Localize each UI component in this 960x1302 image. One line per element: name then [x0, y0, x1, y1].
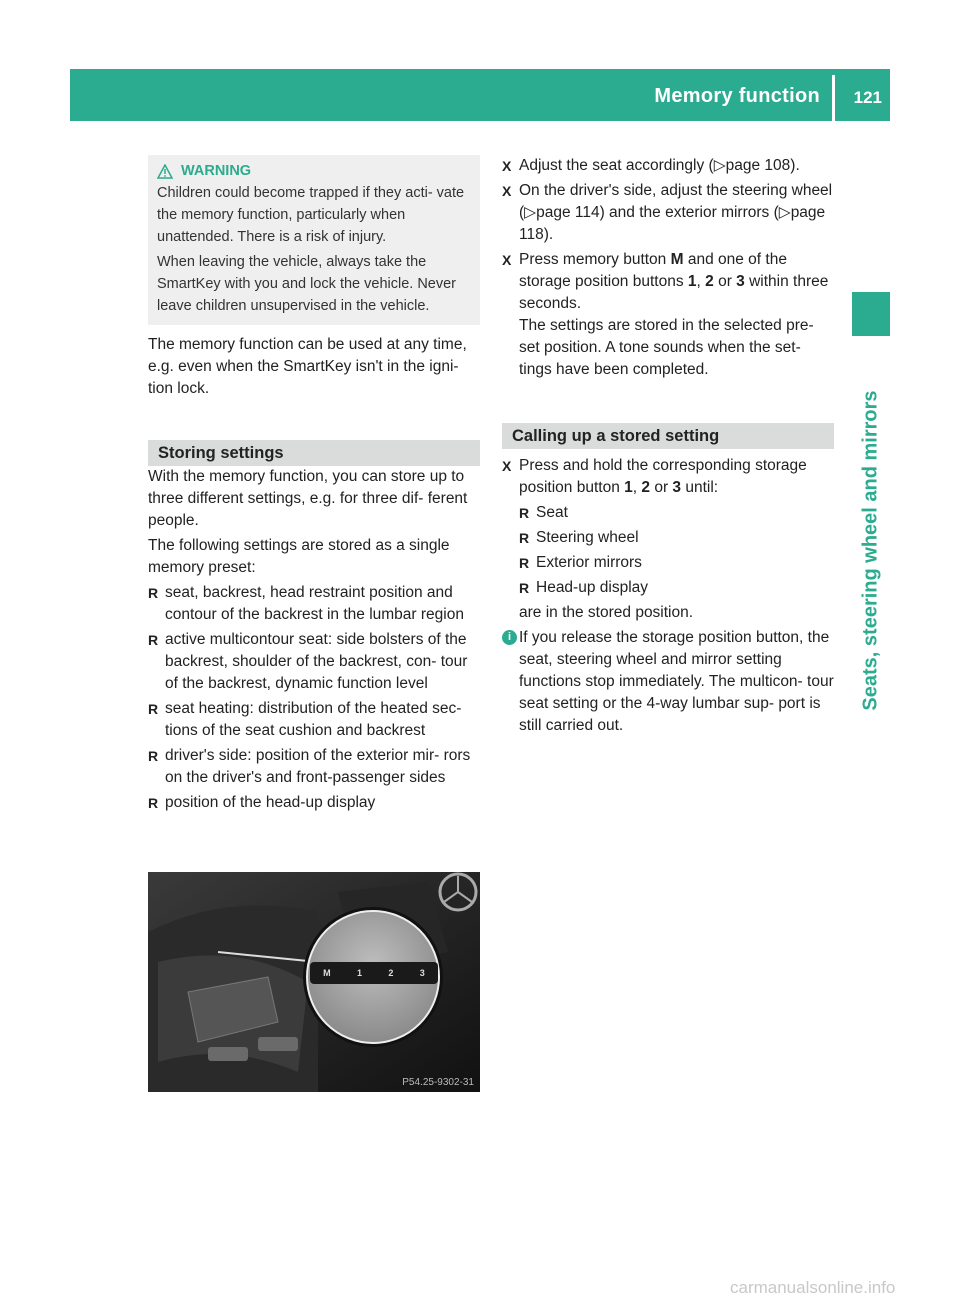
- step-result: are in the stored position.: [519, 604, 694, 621]
- step-item: [502, 249, 834, 381]
- page-ref-arrow-icon: ▷: [778, 204, 791, 221]
- list-item: R driver's side: position of the exterior mir- rors on the driver's and front-passenger sides: [148, 745, 480, 789]
- intro-text: The memory function can be used at any time, e.g. even when the SmartKey isn't in the igni- tion lock.: [148, 336, 467, 397]
- warning-triangle-icon: [157, 164, 173, 179]
- warning-title: WARNING: [181, 163, 252, 179]
- storing-paragraph: With the memory function, you can store up to three different settings, e.g. for three dif- ferent people.: [148, 468, 468, 529]
- chapter-label: [852, 356, 890, 745]
- memory-button-m: M: [323, 968, 331, 978]
- warning-paragraph: Children could become trapped if they acti- vate the memory function, particularly when unattended. There is a risk of injury.: [157, 185, 465, 245]
- button-label: 2: [641, 479, 651, 496]
- watermark: carmanualsonline.info: [730, 1278, 896, 1297]
- chapter-tab: [852, 292, 890, 336]
- button-label: 2: [705, 273, 714, 290]
- button-label: 1: [687, 273, 697, 290]
- step-text: and one of the storage position buttons: [519, 251, 787, 290]
- step-item: [502, 180, 834, 246]
- list-item: R Exterior mirrors: [519, 552, 834, 574]
- step-text: On the driver's side, adjust the steering wheel (: [519, 182, 833, 221]
- page-title: Memory function: [654, 85, 820, 107]
- page-header: [70, 69, 890, 121]
- step-text: ).: [543, 226, 554, 243]
- step-text: Press memory button: [519, 251, 671, 268]
- page-ref-link[interactable]: page 114: [536, 204, 600, 221]
- step-text: ).: [790, 157, 800, 174]
- memory-button-label: M: [670, 251, 684, 268]
- info-icon: i: [502, 630, 517, 645]
- info-text: If you release the storage position button, the seat, steering wheel and mirror setting functions stop immediately. The multicon- tour seat setting or the 4-way lumbar sup- port is still carried out.: [519, 629, 834, 734]
- step-text: or: [713, 273, 737, 290]
- left-column: [148, 155, 480, 814]
- button-label: 3: [672, 479, 682, 496]
- memory-button-3: 3: [419, 968, 425, 978]
- section-heading-calling: Calling up a stored setting: [502, 423, 834, 449]
- list-item: R position of the head-up display: [148, 792, 480, 814]
- button-label: 3: [736, 273, 745, 290]
- right-column: [502, 155, 834, 737]
- door-panel-photo: [148, 872, 480, 1092]
- step-item: [502, 155, 834, 177]
- list-item: R seat heating: distribution of the heated sec- tions of the seat cushion and backrest: [148, 698, 480, 742]
- memory-button-1: 1: [357, 968, 363, 978]
- step-result: The settings are stored in the selected pre- set position. A tone sounds when the set- tings have been completed.: [519, 317, 814, 378]
- section-heading-storing: Storing settings: [148, 440, 480, 466]
- storing-paragraph: The following settings are stored as a single memory preset:: [148, 537, 450, 576]
- step-item: [502, 455, 834, 624]
- page-number: 121: [853, 88, 882, 107]
- step-text: or: [650, 479, 673, 496]
- step-text: ,: [696, 273, 706, 290]
- list-item: R active multicontour seat: side bolsters of the backrest, shoulder of the backrest, con- tour of the backrest, dynamic function level: [148, 629, 480, 695]
- warning-box: [148, 155, 480, 325]
- list-item: R seat, backrest, head restraint position and contour of the backrest in the lumbar region: [148, 582, 480, 626]
- step-text: ) and the exterior mirrors (: [599, 204, 779, 221]
- list-item: R Steering wheel: [519, 527, 834, 549]
- warning-paragraph: When leaving the vehicle, always take the SmartKey with you and lock the vehicle. Never leave children unsupervised in the vehicle.: [157, 254, 456, 314]
- step-text: within three seconds.: [519, 273, 829, 312]
- page-ref-arrow-icon: ▷: [524, 204, 537, 221]
- photo-code: P54.25-9302-31: [402, 1077, 474, 1088]
- page-ref-link[interactable]: page 118: [519, 204, 826, 243]
- step-text: until:: [681, 479, 719, 496]
- header-divider: [832, 75, 835, 121]
- page-ref-arrow-icon: ▷: [713, 157, 726, 174]
- chapter-label-text: Seats, steering wheel and mirrors: [859, 390, 882, 711]
- step-text: Adjust the seat accordingly (: [519, 157, 714, 174]
- warning-header: [157, 160, 472, 182]
- step-text: ,: [632, 479, 642, 496]
- memory-buttons: [310, 962, 438, 984]
- list-item: R Head-up display: [519, 577, 834, 599]
- info-note: [502, 627, 834, 737]
- memory-button-2: 2: [388, 968, 394, 978]
- button-label: 1: [624, 479, 633, 496]
- step-text: Press and hold the corresponding storage position button: [519, 457, 807, 496]
- page-ref-link[interactable]: page 108: [725, 157, 791, 174]
- list-item: R Seat: [519, 502, 834, 524]
